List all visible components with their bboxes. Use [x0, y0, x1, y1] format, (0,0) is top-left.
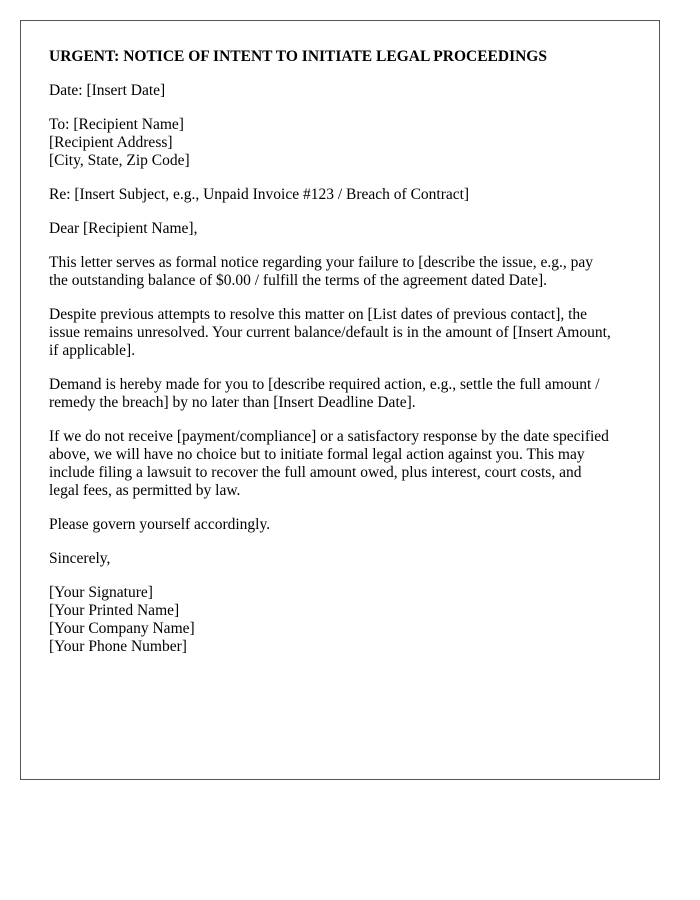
body-paragraph-consequences	[49, 428, 631, 500]
paragraph-line: If we do not receive [payment/compliance] or a satisfactory response by the date specified	[49, 428, 609, 445]
printed-name-line: [Your Printed Name]	[49, 602, 180, 619]
paragraph-line: if applicable].	[49, 342, 136, 359]
phone-number-line: [Your Phone Number]	[49, 638, 187, 655]
recipient-city-state-zip: [City, State, Zip Code]	[49, 152, 190, 169]
subject-line: Re: [Insert Subject, e.g., Unpaid Invoice #123 / Breach of Contract]	[49, 186, 470, 203]
paragraph-line: Demand is hereby made for you to [describe required action, e.g., settle the full amount /	[49, 376, 600, 393]
recipient-address: [Recipient Address]	[49, 134, 173, 151]
company-name-line: [Your Company Name]	[49, 620, 195, 637]
body-paragraph-govern	[49, 516, 631, 534]
paragraph-line: legal fees, as permitted by law.	[49, 482, 241, 499]
paragraph-line: the outstanding balance of $0.00 / fulfill the terms of the agreement dated Date].	[49, 272, 547, 289]
letter-title: URGENT: NOTICE OF INTENT TO INITIATE LEGAL PROCEEDINGS	[49, 48, 547, 65]
paragraph-line: This letter serves as formal notice regarding your failure to [describe the issue, e.g., pay	[49, 254, 594, 271]
letter-page	[20, 20, 660, 780]
paragraph-line: issue remains unresolved. Your current balance/default is in the amount of [Insert Amount,	[49, 324, 611, 341]
paragraph-line: remedy the breach] by no later than [Insert Deadline Date].	[49, 394, 416, 411]
signature-block	[49, 584, 631, 656]
salutation: Dear [Recipient Name],	[49, 220, 198, 237]
body-paragraph-previous-attempts	[49, 306, 631, 360]
signature-line: [Your Signature]	[49, 584, 153, 601]
body-paragraph-notice	[49, 254, 631, 290]
date-line: Date: [Insert Date]	[49, 82, 166, 99]
recipient-name: To: [Recipient Name]	[49, 116, 184, 133]
closing: Sincerely,	[49, 550, 111, 567]
recipient-block	[49, 116, 631, 170]
body-paragraph-demand	[49, 376, 631, 412]
paragraph-line: above, we will have no choice but to initiate formal legal action against you. This may	[49, 446, 585, 463]
paragraph-line: Despite previous attempts to resolve this matter on [List dates of previous contact], the	[49, 306, 588, 323]
paragraph-line: Please govern yourself accordingly.	[49, 516, 271, 533]
paragraph-line: include filing a lawsuit to recover the full amount owed, plus interest, court costs, and	[49, 464, 582, 481]
